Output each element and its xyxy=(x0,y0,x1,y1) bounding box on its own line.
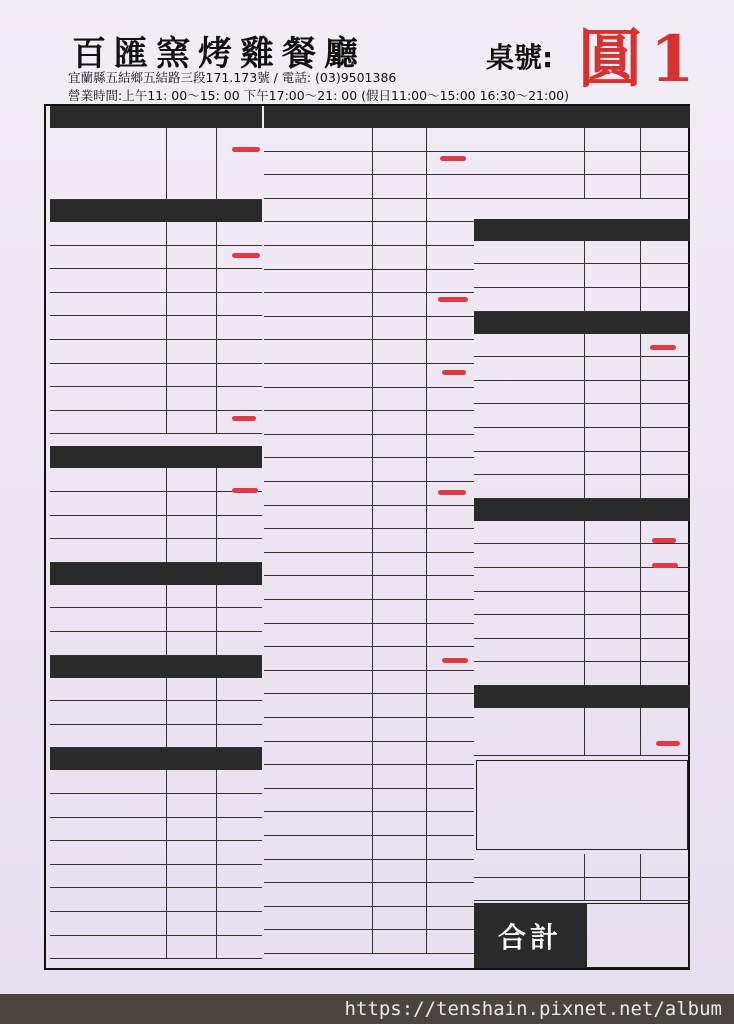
divider xyxy=(372,317,373,340)
qty-input[interactable] xyxy=(640,475,690,498)
divider xyxy=(584,357,585,380)
blank-row xyxy=(264,812,474,836)
qty-input[interactable] xyxy=(216,411,262,434)
hot-item xyxy=(264,789,474,813)
qty-input[interactable] xyxy=(426,411,474,434)
divider xyxy=(166,608,167,631)
qty-input[interactable] xyxy=(426,175,474,198)
qty-input[interactable] xyxy=(216,678,262,701)
qty-input[interactable] xyxy=(216,865,262,888)
divider xyxy=(372,435,373,458)
three-cup-item xyxy=(474,152,690,176)
iron-item xyxy=(50,468,262,492)
blank-row xyxy=(264,860,474,884)
blank-row xyxy=(474,288,690,312)
qty-input[interactable] xyxy=(640,357,690,380)
divider xyxy=(372,246,373,269)
qty-input[interactable] xyxy=(426,742,474,765)
hot-item xyxy=(264,458,474,482)
divider xyxy=(372,364,373,387)
divider xyxy=(372,553,373,576)
blank-row xyxy=(264,836,474,860)
qty-input[interactable] xyxy=(426,576,474,599)
divider xyxy=(166,701,167,724)
qty-input[interactable] xyxy=(426,340,474,363)
qty-input[interactable] xyxy=(640,662,690,685)
table-number-label: 桌號: xyxy=(486,41,554,74)
drink-blank-row xyxy=(50,841,262,865)
section-header-three-cup xyxy=(474,106,690,128)
divider xyxy=(166,632,167,655)
divider xyxy=(584,662,585,685)
qty-input[interactable] xyxy=(426,435,474,458)
hot-item xyxy=(264,671,474,695)
hot-item xyxy=(264,553,474,577)
qty-input[interactable] xyxy=(426,694,474,717)
signature-item xyxy=(50,128,262,200)
qty-input[interactable] xyxy=(426,671,474,694)
divider xyxy=(584,404,585,427)
divider xyxy=(372,388,373,411)
veg-item xyxy=(474,615,690,639)
qty-input[interactable] xyxy=(426,506,474,529)
section-header-fried xyxy=(50,200,262,222)
hot-item xyxy=(264,246,474,270)
red-order-mark xyxy=(656,741,680,746)
fried-item xyxy=(50,364,262,388)
divider xyxy=(372,930,373,953)
qty-input[interactable] xyxy=(216,316,262,339)
divider xyxy=(372,718,373,741)
section-header-rice xyxy=(474,686,690,708)
divider xyxy=(372,199,373,222)
divider xyxy=(584,175,585,198)
pot-item xyxy=(474,264,690,288)
qty-input[interactable] xyxy=(640,288,690,311)
divider xyxy=(584,452,585,475)
divider xyxy=(372,742,373,765)
divider xyxy=(166,364,167,387)
divider xyxy=(166,516,167,539)
qty-input[interactable] xyxy=(426,128,474,151)
hot-item xyxy=(264,576,474,600)
divider xyxy=(166,936,167,959)
divider xyxy=(166,678,167,701)
blank-row xyxy=(474,662,690,686)
divider xyxy=(166,841,167,864)
watermark: https://tenshain.pixnet.net/album xyxy=(0,994,734,1024)
divider xyxy=(166,585,167,608)
qty-input[interactable] xyxy=(216,794,262,817)
divider xyxy=(584,568,585,591)
qty-input[interactable] xyxy=(426,199,474,222)
blank-row xyxy=(50,725,262,749)
qty-input[interactable] xyxy=(216,770,262,793)
divider xyxy=(584,475,585,498)
divider xyxy=(372,883,373,906)
qty-input[interactable] xyxy=(640,568,690,591)
blank-row xyxy=(264,907,474,931)
divider xyxy=(584,241,585,264)
qty-input[interactable] xyxy=(640,175,690,198)
qty-input[interactable] xyxy=(426,529,474,552)
blank-row xyxy=(474,475,690,499)
hot-item xyxy=(264,317,474,341)
divider xyxy=(372,576,373,599)
cold-item xyxy=(50,585,262,609)
hot-item xyxy=(264,435,474,459)
qty-input[interactable] xyxy=(216,516,262,539)
divider xyxy=(166,411,167,434)
qty-input[interactable] xyxy=(216,340,262,363)
blank-row xyxy=(264,883,474,907)
drink-blank-row xyxy=(50,888,262,912)
divider xyxy=(166,770,167,793)
divider xyxy=(372,789,373,812)
qty-input[interactable] xyxy=(426,364,474,387)
fried-item xyxy=(50,222,262,246)
divider xyxy=(372,175,373,198)
divider xyxy=(372,860,373,883)
red-order-mark xyxy=(652,563,678,568)
blank-row xyxy=(474,639,690,663)
section-header-veg xyxy=(474,499,690,521)
fried-item xyxy=(50,269,262,293)
divider xyxy=(372,624,373,647)
divider xyxy=(584,544,585,567)
qty-input[interactable] xyxy=(426,600,474,623)
hot-item xyxy=(264,175,474,199)
qty-input[interactable] xyxy=(640,264,690,287)
qty-input[interactable] xyxy=(426,907,474,930)
divider xyxy=(372,128,373,151)
divider xyxy=(372,482,373,505)
red-order-mark xyxy=(232,488,258,493)
iron-item xyxy=(50,516,262,540)
qty-input[interactable] xyxy=(640,381,690,404)
qty-input[interactable] xyxy=(216,608,262,631)
hot-item xyxy=(264,694,474,718)
divider xyxy=(372,458,373,481)
divider xyxy=(584,878,585,901)
qty-input[interactable] xyxy=(426,718,474,741)
qty-input[interactable] xyxy=(640,639,690,662)
qty-input[interactable] xyxy=(216,912,262,935)
divider xyxy=(166,269,167,292)
divider xyxy=(372,765,373,788)
divider xyxy=(166,316,167,339)
blank-row xyxy=(50,539,262,563)
hot-item xyxy=(264,222,474,246)
red-order-mark xyxy=(650,345,676,350)
divider xyxy=(166,818,167,841)
red-order-mark xyxy=(232,416,256,421)
drink-blank-row xyxy=(50,770,262,794)
soup-item xyxy=(474,404,690,428)
divider xyxy=(584,708,585,755)
fried-item xyxy=(50,387,262,411)
divider xyxy=(166,387,167,410)
steamed-item xyxy=(50,701,262,725)
drink-blank-row xyxy=(50,865,262,889)
hot-item xyxy=(264,411,474,435)
qty-input[interactable] xyxy=(426,883,474,906)
qty-input[interactable] xyxy=(640,854,690,877)
qty-input[interactable] xyxy=(216,128,262,199)
soup-item xyxy=(474,452,690,476)
divider xyxy=(166,293,167,316)
qty-input[interactable] xyxy=(426,317,474,340)
blank-row xyxy=(50,608,262,632)
restaurant-name: 百匯窯烤雞餐廳 xyxy=(72,34,366,74)
divider xyxy=(372,340,373,363)
hot-item xyxy=(264,529,474,553)
divider xyxy=(372,293,373,316)
section-header-drinks xyxy=(50,748,262,770)
red-order-mark xyxy=(652,538,676,543)
divider xyxy=(372,647,373,670)
hot-item xyxy=(264,765,474,789)
steamed-item xyxy=(50,678,262,702)
qty-input[interactable] xyxy=(640,452,690,475)
section-header-cold xyxy=(50,563,262,585)
hot-item xyxy=(264,742,474,766)
red-order-mark xyxy=(232,147,260,152)
qty-input[interactable] xyxy=(426,930,474,953)
qty-input[interactable] xyxy=(216,888,262,911)
divider xyxy=(372,600,373,623)
qty-input[interactable] xyxy=(216,364,262,387)
qty-input[interactable] xyxy=(640,878,690,901)
qty-input[interactable] xyxy=(640,152,690,175)
qty-input[interactable] xyxy=(216,936,262,959)
fried-item xyxy=(50,340,262,364)
divider xyxy=(166,865,167,888)
hot-item xyxy=(264,364,474,388)
divider xyxy=(584,381,585,404)
drink-blank-row xyxy=(50,912,262,936)
hot-item xyxy=(264,199,474,223)
qty-input[interactable] xyxy=(216,492,262,515)
fried-item xyxy=(50,411,262,435)
divider xyxy=(584,615,585,638)
drink-blank-row xyxy=(50,818,262,842)
divider xyxy=(166,468,167,491)
divider xyxy=(584,264,585,287)
qty-input[interactable] xyxy=(216,841,262,864)
qty-input[interactable] xyxy=(426,152,474,175)
qty-input[interactable] xyxy=(640,404,690,427)
divider xyxy=(166,340,167,363)
section-header-soup xyxy=(474,312,690,334)
section-header-steamed xyxy=(50,656,262,678)
hot-item xyxy=(264,600,474,624)
qty-input[interactable] xyxy=(216,539,262,562)
three-cup-item xyxy=(474,128,690,152)
qty-input[interactable] xyxy=(426,222,474,245)
qty-input[interactable] xyxy=(216,701,262,724)
red-order-mark xyxy=(438,490,466,495)
soup-item xyxy=(474,428,690,452)
divider xyxy=(372,671,373,694)
divider xyxy=(584,334,585,357)
section-header-hot xyxy=(264,106,474,128)
business-hours: 營業時間:上午11: 00～15: 00 下午17:00～21: 00 (假日11:00～15:00 16:30～21:00) xyxy=(68,88,569,103)
qty-input[interactable] xyxy=(426,836,474,859)
extra-item xyxy=(474,854,690,878)
divider xyxy=(166,539,167,562)
section-header-signature xyxy=(50,106,262,128)
qty-input[interactable] xyxy=(216,269,262,292)
qty-input[interactable] xyxy=(640,592,690,615)
hot-item xyxy=(264,506,474,530)
divider xyxy=(166,222,167,245)
divider xyxy=(584,521,585,544)
pot-item xyxy=(474,241,690,265)
divider xyxy=(372,506,373,529)
divider xyxy=(372,152,373,175)
divider xyxy=(584,639,585,662)
divider xyxy=(166,794,167,817)
divider xyxy=(372,836,373,859)
qty-input[interactable] xyxy=(426,553,474,576)
divider xyxy=(372,694,373,717)
qty-input[interactable] xyxy=(216,725,262,748)
rice-item xyxy=(474,708,690,756)
divider xyxy=(584,592,585,615)
soup-item xyxy=(474,381,690,405)
hot-item xyxy=(264,340,474,364)
divider xyxy=(372,270,373,293)
extra-item xyxy=(474,878,690,902)
qty-input[interactable] xyxy=(640,241,690,264)
divider xyxy=(584,854,585,877)
qty-input[interactable] xyxy=(216,387,262,410)
divider xyxy=(372,812,373,835)
qty-input[interactable] xyxy=(426,270,474,293)
qty-input[interactable] xyxy=(426,812,474,835)
qty-input[interactable] xyxy=(426,789,474,812)
iron-item xyxy=(50,492,262,516)
qty-input[interactable] xyxy=(216,585,262,608)
qty-input[interactable] xyxy=(426,765,474,788)
blank-row xyxy=(264,930,474,954)
qty-input[interactable] xyxy=(640,708,690,755)
red-order-mark xyxy=(442,370,466,375)
qty-input[interactable] xyxy=(216,222,262,245)
red-order-mark xyxy=(438,297,468,302)
notice-box xyxy=(476,760,688,850)
qty-input[interactable] xyxy=(426,860,474,883)
divider xyxy=(584,152,585,175)
divider xyxy=(166,888,167,911)
drink-blank-row xyxy=(50,936,262,960)
qty-input[interactable] xyxy=(216,632,262,655)
qty-input[interactable] xyxy=(216,293,262,316)
divider xyxy=(166,912,167,935)
divider xyxy=(166,492,167,515)
divider xyxy=(372,411,373,434)
qty-input[interactable] xyxy=(640,128,690,151)
fried-item xyxy=(50,293,262,317)
drink-blank-row xyxy=(50,794,262,818)
hot-item xyxy=(264,624,474,648)
section-header-pot xyxy=(474,219,690,241)
qty-input[interactable] xyxy=(640,428,690,451)
fried-item xyxy=(50,246,262,270)
blank-row xyxy=(50,632,262,656)
divider xyxy=(166,246,167,269)
red-order-mark xyxy=(440,156,466,161)
qty-input[interactable] xyxy=(426,624,474,647)
hot-item xyxy=(264,388,474,412)
veg-item xyxy=(474,592,690,616)
hot-item xyxy=(264,270,474,294)
fried-item xyxy=(50,316,262,340)
total-label: 合計 xyxy=(474,903,586,968)
qty-input[interactable] xyxy=(426,388,474,411)
qty-input[interactable] xyxy=(426,246,474,269)
address-phone: 宜蘭縣五結鄉五結路三段171.173號 / 電話: (03)9501386 xyxy=(68,70,397,85)
hot-item xyxy=(264,128,474,152)
total-amount-box[interactable] xyxy=(586,903,690,968)
veg-item xyxy=(474,568,690,592)
divider xyxy=(166,128,167,199)
red-order-mark xyxy=(442,658,468,663)
divider xyxy=(584,428,585,451)
handwritten-table-number: 圓1 xyxy=(578,22,703,97)
soup-item xyxy=(474,357,690,381)
divider xyxy=(372,907,373,930)
divider xyxy=(584,288,585,311)
section-header-iron xyxy=(50,446,262,468)
divider xyxy=(584,128,585,151)
hot-item xyxy=(264,718,474,742)
qty-input[interactable] xyxy=(640,615,690,638)
divider xyxy=(372,222,373,245)
qty-input[interactable] xyxy=(216,818,262,841)
qty-input[interactable] xyxy=(426,458,474,481)
divider xyxy=(372,529,373,552)
red-order-mark xyxy=(232,253,260,258)
divider xyxy=(166,725,167,748)
three-cup-item xyxy=(474,175,690,199)
